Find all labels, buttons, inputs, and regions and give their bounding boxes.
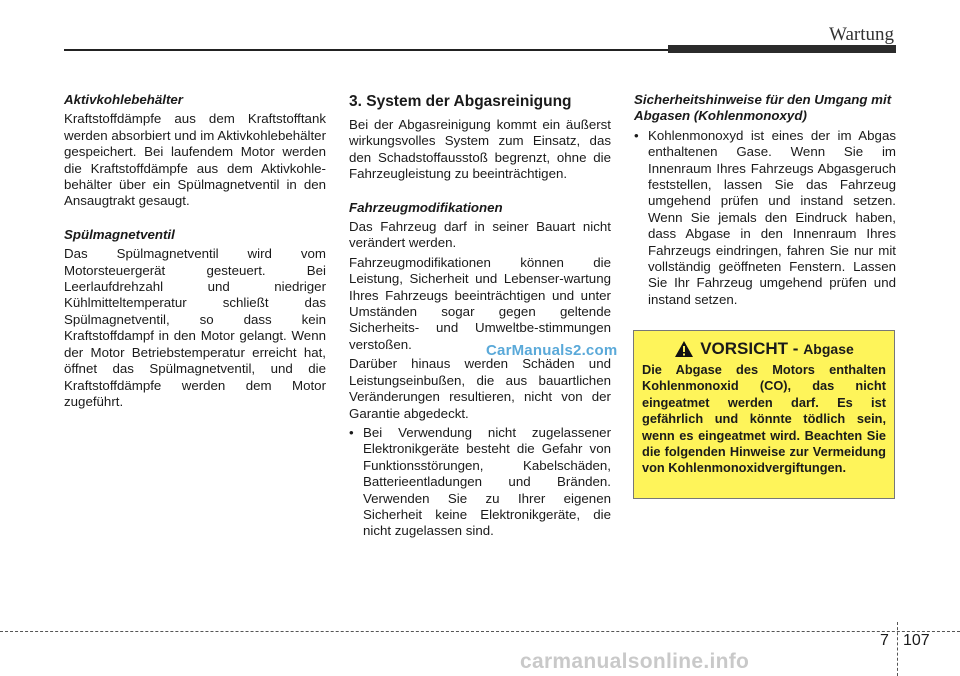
- warning-triangle-icon: [674, 340, 694, 358]
- subheading-sicherheitshinweise: Sicherheitshinweise für den Umgang mit Abgasen (Kohlenmonoxyd): [634, 92, 892, 124]
- warning-body: Die Abgase des Motors enthalten Kohlenmonoxid (CO), das nicht eingeatmet werden darf. Es ist gefährlich und könnte tödlich sein, wenn es eingeatmet wird. Beachten Sie die folgenden Hinweise zur Vermeidung von Kohlenmonoxidvergiftungen.: [642, 362, 886, 476]
- subheading-spuelmagnetventil: Spülmagnetventil: [64, 226, 175, 242]
- column-right: [634, 92, 896, 308]
- warning-header: [642, 339, 886, 359]
- warning-subtitle: Abgase: [803, 341, 854, 357]
- footer-rule: [0, 631, 960, 632]
- page-header-title: Wartung: [829, 24, 894, 45]
- list-item: • Bei Verwendung nicht zugelassener Elektronikgeräte besteht die Gefahr von Funktionsstörungen, Kabelschäden, Batterieentladungen und Bränden. Verwenden Sie zu Ihrer eigenen Sicherheit keine Elektronikgeräte, die nicht zugelassen sind.: [349, 424, 611, 539]
- paragraph: Das Fahrzeug darf in seiner Bauart nicht verändert werden.: [349, 219, 611, 251]
- paragraph: Darüber hinaus werden Schäden und Leistungseinbußen, die aus bauartlichen Veränderungen resultieren, nicht von der Garantie abgedeckt.: [349, 356, 611, 421]
- column-left: [64, 92, 326, 413]
- subheading-fahrzeugmodifikationen: Fahrzeugmodifikationen: [349, 199, 503, 215]
- footer-watermark: carmanualsonline.info: [520, 650, 750, 673]
- list-item: • Kohlenmonoxyd ist eines der im Abgas enthaltenen Gase. Wenn Sie im Innenraum Ihres Fahrzeugs Abgasgeruch feststellen, lassen Sie das Fahrzeug umgehend prüfen und instand setzen. Wenn Sie jemals den Eindruck haben, dass Abgase in den Innenraum Ihres Fahrzeugs eindringen, fahren Sie nur mit vollständig geöffneten Fenstern. Lassen Sie Ihr Fahrzeug umgehend prüfen und instand setzen.: [634, 127, 896, 307]
- warning-box: [633, 330, 895, 499]
- paragraph: Fahrzeugmodifikationen können die Leistung, Sicherheit und Lebenser-wartung Ihres Fahrzeugs beeinträchtigen und unter Umständen sogar gegen geltende Sicherheits- und Umweltbe-stimmungen verstoßen.: [349, 254, 611, 352]
- header-rule: [64, 49, 670, 51]
- paragraph: Kraftstoffdämpfe aus dem Kraftstofftank werden absorbiert und im Aktivkohlebehälter gespeichert. Bei laufendem Motor werden die Kraftstoffdämpfe aus dem Aktivkohle-behälter über ein Spülmagnetventil in den Ansaugtrakt gesaugt.: [64, 111, 326, 209]
- paragraph: Bei der Abgasreinigung kommt ein äußerst wirkungsvolles System zum Einsatz, das den Schadstoffausstoß begrenzt, ohne die Fahrzeugleistung zu beeinträchtigen.: [349, 117, 611, 182]
- paragraph: Das Spülmagnetventil wird vom Motorsteuergerät gesteuert. Bei Leerlaufdrehzahl und niedriger Kühlmitteltemperatur schließt das Spülmagnetventil, so dass kein Kraftstoffdampf in den Motor gelangt. Wenn der Motor Betriebstemperatur erreicht hat, öffnet das Spülmagnetventil, und die Kraftstoffdämpfe werden dem Motor zugeführt.: [64, 246, 326, 409]
- header-bar: [668, 45, 896, 53]
- subheading-aktivkohlebehaelter: Aktivkohlebehälter: [64, 92, 183, 107]
- warning-title: VORSICHT - Abgase: [700, 339, 854, 358]
- watermark-text: CarManuals2.com: [486, 342, 618, 359]
- section-heading: 3. System der Abgasreinigung: [349, 93, 572, 110]
- page-separator: [897, 622, 898, 676]
- bullet-dot-icon: •: [349, 424, 354, 440]
- column-middle: [349, 92, 611, 540]
- page-number: 107: [903, 632, 930, 649]
- chapter-number: 7: [880, 632, 889, 649]
- bullet-dot-icon: •: [634, 127, 639, 143]
